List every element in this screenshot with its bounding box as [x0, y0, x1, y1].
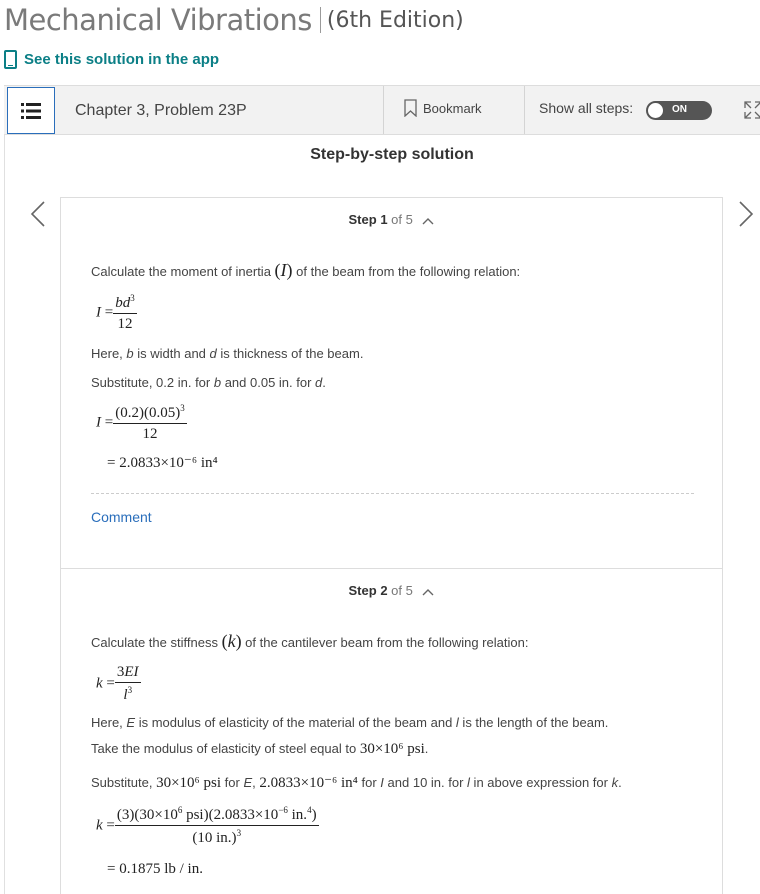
substitute-text: Substitute,	[91, 775, 153, 790]
bookmark-icon	[404, 99, 417, 117]
bookmark-button[interactable]	[404, 99, 482, 117]
show-all-steps-toggle[interactable]	[646, 101, 712, 120]
stiffness-substituted: k = $\frac{(3)(30\times 10^6 psi)(2.0833\times 10^{-6} in.^4)}{(10 in.)^3}$	[96, 805, 317, 846]
step-total: of 5	[391, 212, 413, 227]
toggle-state-label: ON	[672, 104, 687, 115]
step-word: Step	[348, 583, 377, 598]
step-take-text: Take the modulus of elasticity of steel equal to 30×10⁶ psi.	[91, 741, 429, 757]
list-icon	[21, 103, 41, 119]
show-all-steps-label: Show all steps:	[539, 100, 634, 116]
step-total: of 5	[391, 583, 413, 598]
intro-text: Calculate the moment of inertia	[91, 264, 275, 279]
step-here-text: Here, E is modulus of elasticity of the material of the beam and l is the length of the beam.	[91, 715, 609, 730]
chevron-up-icon	[422, 217, 434, 225]
chapter-problem-label: Chapter 3, Problem 23P	[75, 102, 247, 119]
take-value: 30×10⁶ psi	[359, 741, 425, 757]
book-edition: (6th Edition)	[326, 7, 464, 33]
step-intro	[91, 631, 528, 652]
step-intro	[91, 260, 520, 281]
expand-icon[interactable]	[743, 100, 760, 120]
intro-text-end: of the cantilever beam from the following relation:	[241, 635, 529, 650]
inertia-result: = 2.0833×10⁻⁶ in⁴	[107, 455, 218, 471]
comment-link[interactable]: Comment	[91, 509, 152, 525]
sub-value-i: 2.0833×10⁻⁶ in⁴	[259, 775, 358, 791]
step-card-2	[60, 568, 723, 894]
chevron-right-icon[interactable]	[736, 200, 756, 228]
stiffness-result: = 0.1875 lb / in.	[107, 861, 203, 877]
sub-rest: for I and 10 in. for l in above expression for k.	[361, 775, 622, 790]
sub-for-e: for E,	[224, 775, 256, 790]
step-header[interactable]	[61, 212, 722, 227]
intro-text-end: of the beam from the following relation:	[292, 264, 521, 279]
step-by-step-title: Step-by-step solution	[310, 146, 474, 163]
step-substitute-text	[91, 773, 622, 792]
inertia-substituted: I = $\frac{(0.2)(0.05)^3}{12}$	[96, 403, 185, 442]
chapter-menu-button[interactable]	[7, 87, 55, 134]
title-divider	[320, 7, 321, 33]
toggle-knob	[647, 102, 664, 119]
step-header[interactable]	[61, 583, 722, 598]
book-name: Mechanical Vibrations	[4, 3, 312, 37]
step-card-1	[60, 197, 723, 569]
solution-toolbar	[4, 85, 760, 135]
content-left-border	[4, 135, 5, 894]
app-link-label: See this solution in the app	[24, 51, 220, 68]
step-substitute-text: Substitute, 0.2 in. for b and 0.05 in. for d.	[91, 375, 326, 390]
intro-symbol: (I)	[274, 260, 293, 280]
stiffness-formula: k = $\frac{3EI}{l^3}$	[96, 664, 139, 703]
intro-symbol: (k)	[221, 631, 242, 651]
chevron-up-icon	[422, 588, 434, 596]
toolbar-divider	[524, 86, 525, 134]
comment-divider	[91, 493, 694, 494]
see-solution-in-app-link[interactable]	[4, 50, 219, 69]
take-text: Take the modulus of elasticity of steel equal to	[91, 741, 357, 756]
inertia-formula: I = $\frac{bd^3}{12}$	[96, 293, 135, 332]
sub-value-e: 30×10⁶ psi	[156, 775, 222, 791]
step-here-text: Here, b is width and d is thickness of the beam.	[91, 346, 364, 361]
book-title	[4, 0, 464, 40]
intro-text: Calculate the stiffness	[91, 635, 222, 650]
step-number: 2	[380, 583, 388, 598]
bookmark-label: Bookmark	[423, 100, 482, 116]
step-number: 1	[380, 212, 388, 227]
phone-icon	[4, 50, 17, 69]
chevron-left-icon[interactable]	[28, 200, 48, 228]
toolbar-divider	[383, 86, 384, 134]
step-word: Step	[348, 212, 377, 227]
